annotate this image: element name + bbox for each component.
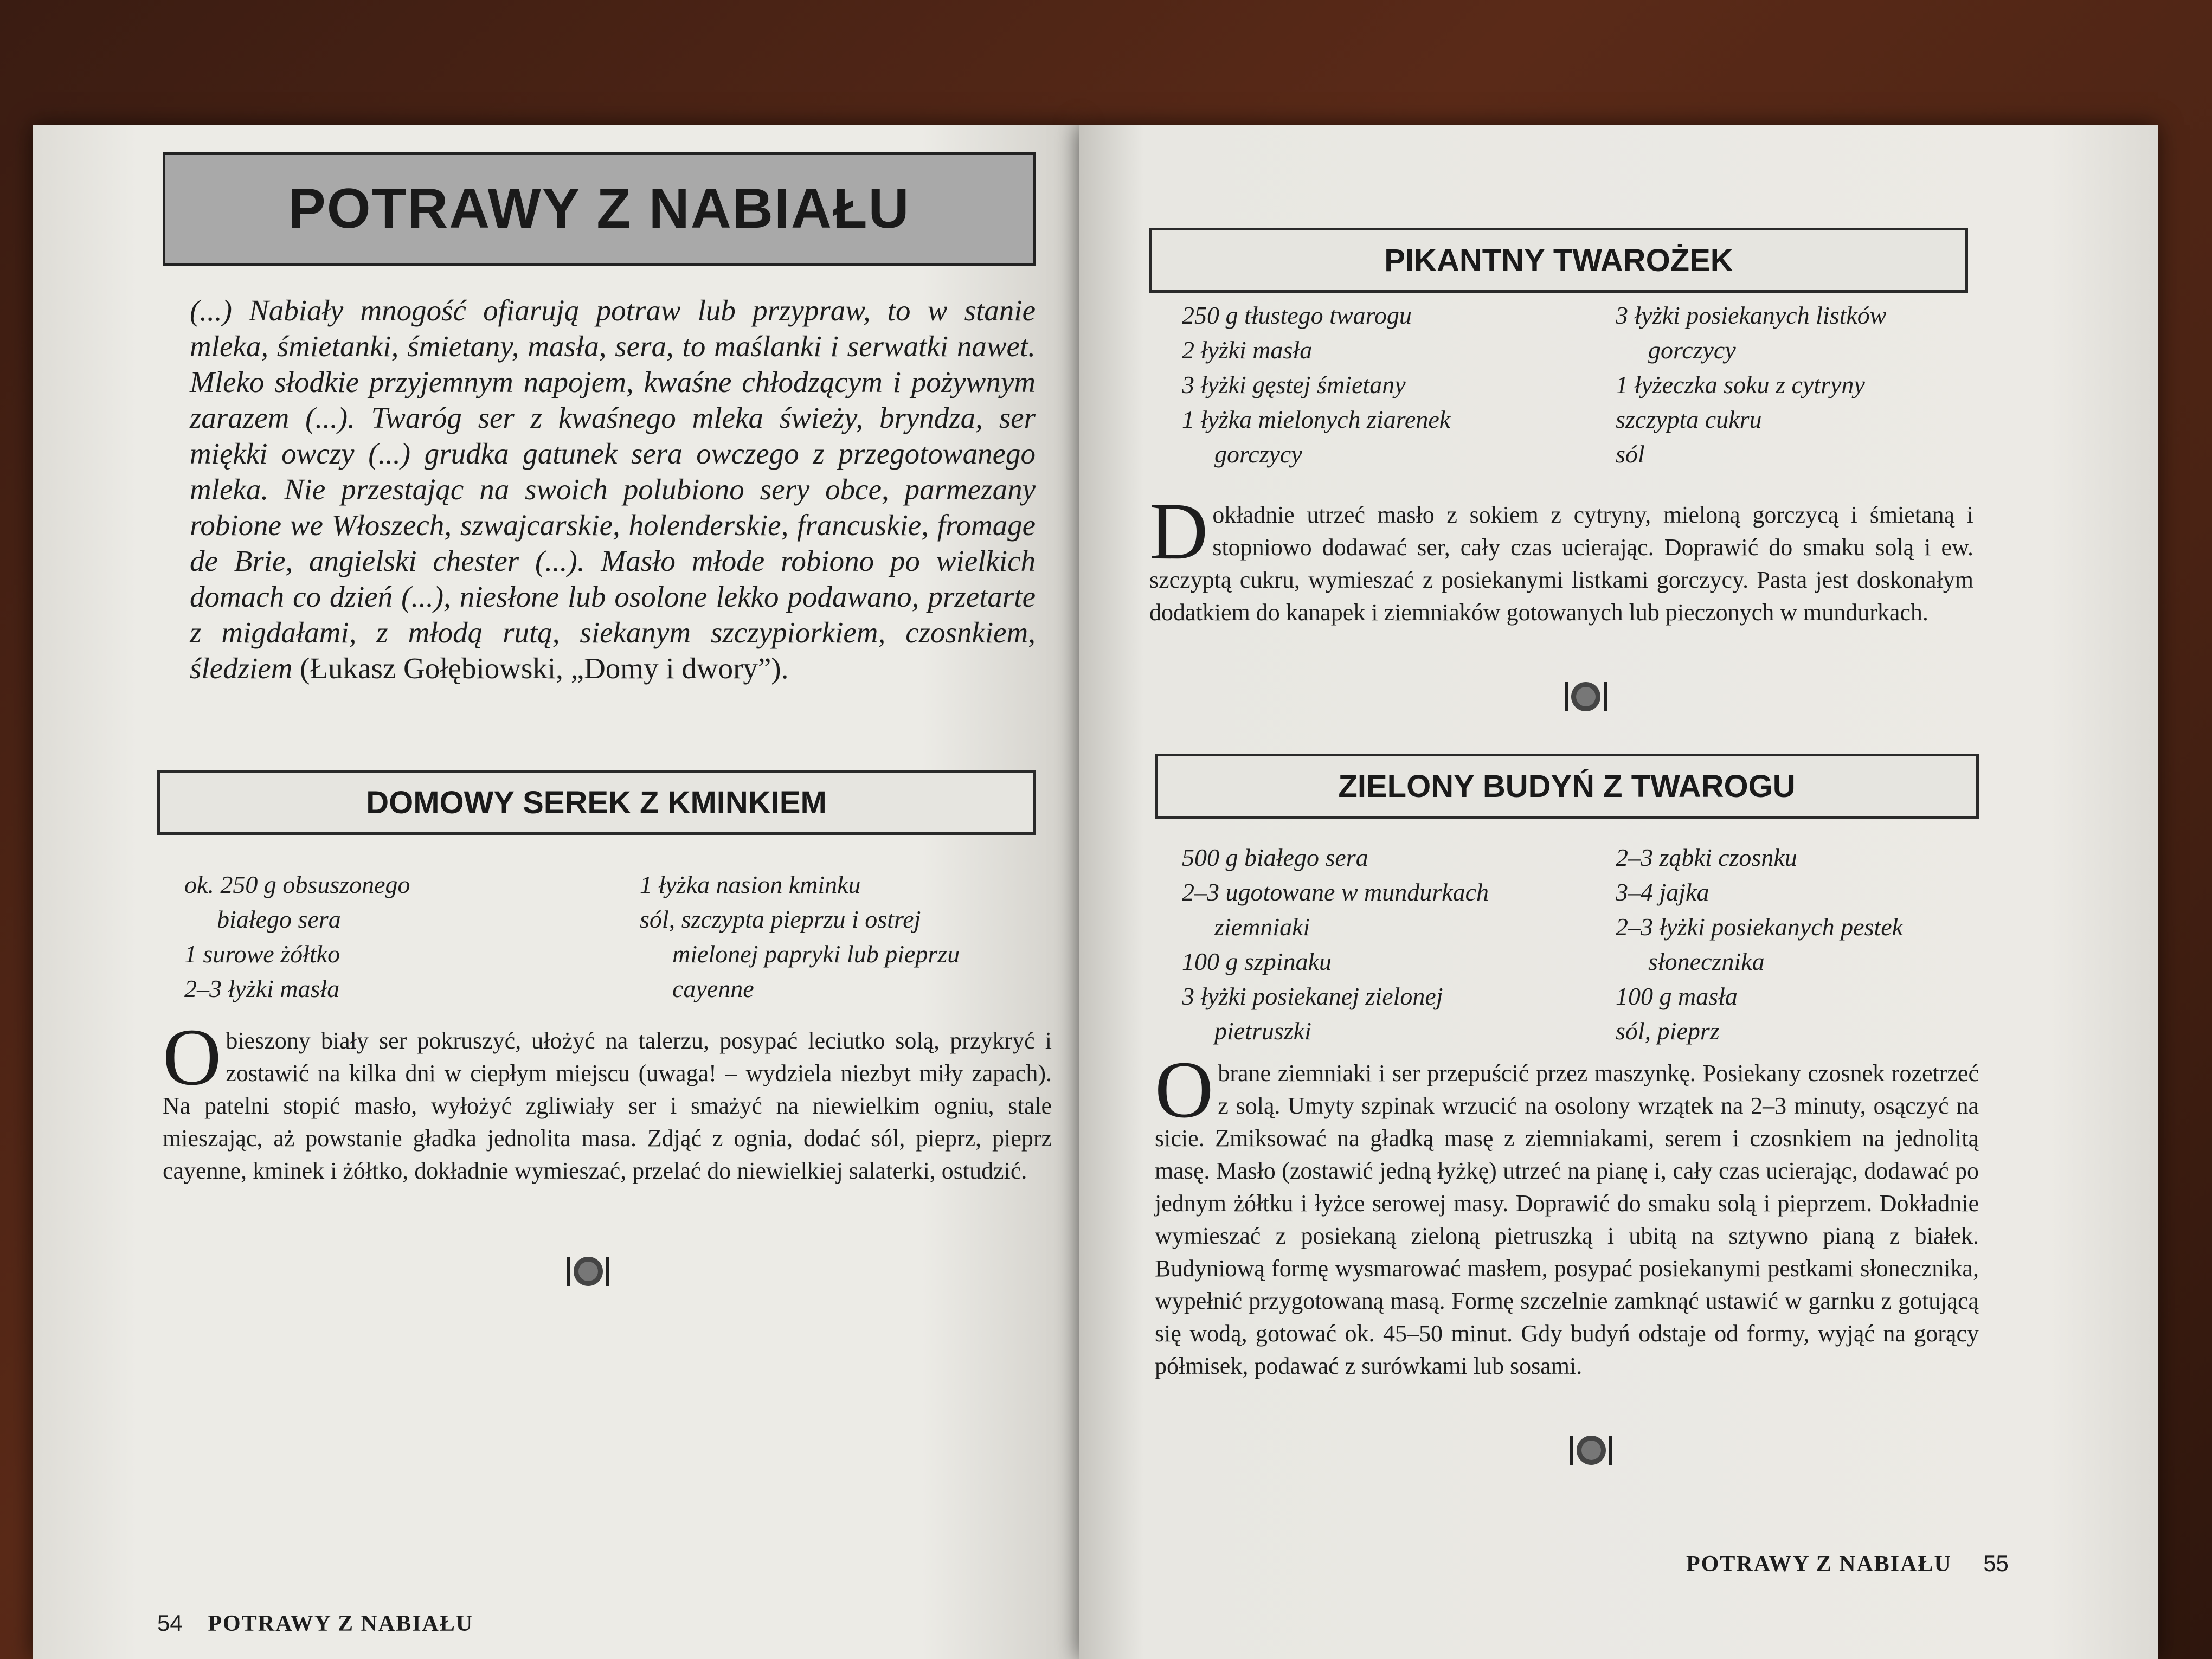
footer-title: POTRAWY Z NABIAŁU [1686,1552,1952,1577]
ingredient-line: gorczycy [1214,440,1302,468]
ingredient-line: 2–3 łyżki posiekanych pestek [1616,913,1904,941]
recipe1-method-text: okładnie utrzeć masło z sokiem z cytryny, mieloną gorczycą i śmietaną i stopniowo dodawać ser, cały czas ucierając. Doprawić do smaku solą i ew. szczyptą cukru, wymieszać z posiekanymi listkami gorczycy. Pasta jest doskonałym dodatkiem do kanapek i ziemniaków gotowanych lub pieczonych w mundurkach. [1149,501,1973,626]
ingredient-line: 3 łyżki posiekanej zielonej [1182,982,1443,1010]
chapter-title: POTRAWY Z NABIAŁU [288,177,910,240]
right-page [1079,125,2158,1659]
page-footer [157,1610,473,1637]
ingredient-line: sól [1616,440,1645,468]
plate-fork-knife-icon [564,1252,613,1290]
ingredient-line: 2–3 ząbki czosnku [1616,844,1797,871]
ingredient-line: 500 g białego sera [1182,844,1368,871]
ingredient-line: ok. 250 g obsuszonego [184,871,410,898]
intro-text: (...) Nabiały mnogość ofiarują potraw lub przypraw, to w stanie mleka, śmietanki, śmietany, masła, sera, to maślanki i serwatki nawet. Mleko słodkie przyjemnym napojem, kwaśne chłodzącym i pożywnym zarazem (...). Twaróg ser z kwaśnego mleka świeży, bryndza, ser miękki owczy (...) grudka gatunek sera owczego z przegotowanego mleka. Nie przestając na swoich polubiono sery obce, parmezany robione we Włoszech, szwajcarskie, holenderskie, francuskie, fromage de Brie, angielski chester (...). Masło młode robiono po wielkich domach co dzień (...), niesłone lub osolone lekko podawano, przetarte z migdałami, z młodą rutą, siekanym szczypiorkiem, czosnkiem, śledziem [190,294,1036,685]
ingredient-line: ziemniaki [1214,913,1310,941]
ingredient-line: 1 łyżeczka soku z cytryny [1616,371,1865,398]
page-number: 54 [157,1610,183,1636]
plate-fork-knife-icon [1567,1431,1616,1469]
footer-title: POTRAWY Z NABIAŁU [208,1611,474,1636]
recipe2-title-box [1155,754,1979,819]
recipe2-ingredients-right [1616,840,2028,1049]
ingredient-line: sól, szczypta pieprzu i ostrej [640,905,921,933]
ingredient-line: 100 g masła [1616,982,1738,1010]
plate-fork-knife-icon [1561,678,1610,716]
ingredient-line: 2 łyżki masła [1182,336,1313,364]
ingredient-line: słonecznika [1648,948,1765,975]
intro-citation: (Łukasz Gołębiowski, „Domy i dwory”). [300,652,789,685]
left-page [33,125,1079,1659]
recipe2-ingredients-left [1182,840,1594,1049]
ingredient-line: gorczycy [1648,336,1736,364]
recipe1-title: PIKANTNY TWAROŻEK [1384,242,1733,278]
ingredient-line: 250 g tłustego twarogu [1182,301,1412,329]
ingredient-line: cayenne [672,975,754,1002]
ingredients-right-column [640,867,1052,1006]
page-number: 55 [1983,1551,2009,1576]
recipe2-drop-cap: O [1155,1045,1214,1135]
recipe1-method [1149,486,1973,629]
ingredients-left-column [184,867,564,1006]
recipe-title-box [157,770,1036,835]
ingredient-line: 3 łyżki gęstej śmietany [1182,371,1406,398]
recipe1-drop-cap: D [1149,486,1208,576]
ingredient-line: 100 g szpinaku [1182,948,1332,975]
ingredient-line: szczypta cukru [1616,406,1762,433]
recipe1-ingredients-left [1182,298,1594,472]
ingredient-line: 1 łyżka nasion kminku [640,871,861,898]
recipe1-title-box [1149,228,1968,293]
page-footer [1686,1551,2009,1577]
ingredient-line: mielonej papryki lub pieprzu [672,940,960,968]
ingredient-line: 2–3 łyżki masła [184,975,340,1002]
recipe2-method [1155,1045,1979,1382]
ingredient-line: 1 łyżka mielonych ziarenek [1182,406,1451,433]
chapter-title-box [163,152,1036,266]
ingredient-line: 3 łyżki posiekanych listków [1616,301,1887,329]
intro-paragraph [190,293,1036,686]
ingredient-line: sól, pieprz [1616,1017,1720,1045]
ingredient-line: 2–3 ugotowane w mundurkach [1182,878,1489,906]
ingredient-line: pietruszki [1214,1017,1311,1045]
recipe2-method-text: brane ziemniaki i ser przepuścić przez maszynkę. Posiekany czosnek rozetrzeć z solą. Umyty szpinak wrzucić na osolony wrzątek na 2–3 minuty, osączyć na sicie. Zmiksować na gładką masę z ziemniakami, serem i czosnkiem na jednolitą masę. Masło (zostawić jedną łyżkę) utrzeć na pianę i, cały czas ucierając, dodawać po jednym żółtku i łyżce serowej masy. Doprawić do smaku solą i pieprzem. Dokładnie wymieszać z posiekaną zieloną pietruszką i ubitą na sztywno pianą z białek. Budyniową formę wysmarować masłem, posypać posiekanymi pestkami słonecznika, wypełnić przygotowaną masą. Formę szczelnie zamknąć ustawić w garnku z gotującą się wodą, gotować ok. 45–50 minut. Gdy budyń odstaje od formy, wyjąć na gorący półmisek, podawać z surówkami lub sosami. [1155,1060,1979,1379]
drop-cap: O [163,1012,222,1102]
ingredient-line: 1 surowe żółtko [184,940,340,968]
recipe-title: DOMOWY SEREK Z KMINKIEM [366,785,827,820]
recipe1-ingredients-right [1616,298,2028,472]
method-text: bieszony biały ser pokruszyć, ułożyć na talerzu, posypać leciutko solą, przykryć i zostawić na kilka dni w ciepłym miejscu (uwaga! – wydziela niezbyt miły zapach). Na patelni stopić masło, wyłożyć zgliwiały ser i smażyć na niewielkim ogniu, stale mieszając, aż powstanie gładka jednolita masa. Zdjąć z ognia, dodać sól, pieprz, pieprz cayenne, kminek i żółtko, dokładnie wymieszać, przelać do niewielkiej salaterki, ostudzić. [163,1027,1052,1184]
ingredient-line: 3–4 jajka [1616,878,1709,906]
recipe2-title: ZIELONY BUDYŃ Z TWAROGU [1338,768,1796,804]
ingredient-line: białego sera [217,905,341,933]
recipe-method [163,1012,1052,1187]
